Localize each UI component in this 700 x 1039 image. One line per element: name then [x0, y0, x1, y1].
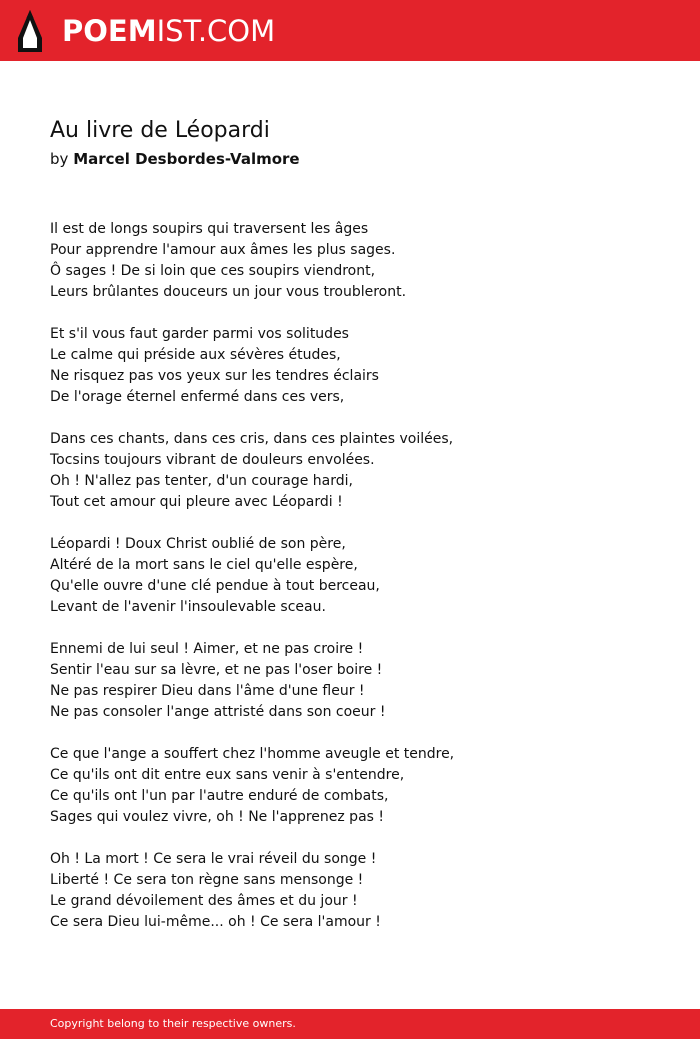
poem-line: Le calme qui préside aux sévères études,	[50, 347, 341, 363]
poem-line: Dans ces chants, dans ces cris, dans ces plaintes voilées,	[50, 431, 454, 447]
poem-line: Sages qui voulez vivre, oh ! Ne l'apprenez pas !	[50, 809, 385, 825]
poem-line: Pour apprendre l'amour aux âmes les plus sages.	[50, 242, 396, 258]
poem-line: Ce qu'ils ont l'un par l'autre enduré de combats,	[50, 788, 389, 804]
site-logo-link[interactable]	[18, 9, 275, 53]
poem-line: Ennemi de lui seul ! Aimer, et ne pas croire !	[50, 641, 364, 657]
stanza	[50, 639, 670, 723]
poem-line: Ne pas consoler l'ange attristé dans son coeur !	[50, 704, 386, 720]
poem-line: Tocsins toujours vibrant de douleurs envolées.	[50, 452, 375, 468]
poem-line: Léopardi ! Doux Christ oublié de son père,	[50, 536, 346, 552]
poem-body	[50, 219, 670, 954]
poem-line: Oh ! N'allez pas tenter, d'un courage hardi,	[50, 473, 353, 489]
poem-line: Leurs brûlantes douceurs un jour vous troubleront.	[50, 284, 407, 300]
pencil-icon	[18, 10, 42, 52]
poem-line: Tout cet amour qui pleure avec Léopardi !	[50, 494, 343, 510]
site-footer	[0, 1009, 700, 1039]
byline	[50, 148, 300, 170]
poem-line: Ce sera Dieu lui-même... oh ! Ce sera l'amour !	[50, 914, 381, 930]
poem-title: Au livre de Léopardi	[50, 118, 270, 143]
poem-line: Le grand dévoilement des âmes et du jour !	[50, 893, 358, 909]
logo-light-part: IST.COM	[156, 14, 276, 48]
poem-line: De l'orage éternel enfermé dans ces vers,	[50, 389, 345, 405]
site-logo-text	[62, 9, 275, 53]
by-label: by	[50, 150, 69, 168]
poem-line: Ne pas respirer Dieu dans l'âme d'une fleur !	[50, 683, 365, 699]
poem-line: Levant de l'avenir l'insoulevable sceau.	[50, 599, 326, 615]
stanza	[50, 429, 670, 513]
poem-line: Altéré de la mort sans le ciel qu'elle espère,	[50, 557, 358, 573]
stanza	[50, 324, 670, 408]
poem-line: Sentir l'eau sur sa lèvre, et ne pas l'oser boire !	[50, 662, 383, 678]
poem-line: Liberté ! Ce sera ton règne sans mensonge !	[50, 872, 364, 888]
stanza	[50, 849, 670, 933]
copyright-notice: Copyright belong to their respective owners.	[50, 1017, 296, 1030]
stanza	[50, 534, 670, 618]
poem-line: Ne risquez pas vos yeux sur les tendres éclairs	[50, 368, 379, 384]
poem-line: Ce que l'ange a souffert chez l'homme aveugle et tendre,	[50, 746, 455, 762]
poem-line: Ô sages ! De si loin que ces soupirs viendront,	[50, 263, 376, 279]
poem-line: Il est de longs soupirs qui traversent les âges	[50, 221, 369, 237]
poem-line: Ce qu'ils ont dit entre eux sans venir à s'entendre,	[50, 767, 405, 783]
site-header	[0, 0, 700, 61]
author-name: Marcel Desbordes-Valmore	[73, 150, 300, 168]
stanza	[50, 744, 670, 828]
poem-line: Oh ! La mort ! Ce sera le vrai réveil du songe !	[50, 851, 377, 867]
stanza	[50, 219, 670, 303]
poem-line: Et s'il vous faut garder parmi vos solitudes	[50, 326, 349, 342]
logo-bold-part: POEM	[62, 14, 157, 48]
poem-line: Qu'elle ouvre d'une clé pendue à tout berceau,	[50, 578, 380, 594]
